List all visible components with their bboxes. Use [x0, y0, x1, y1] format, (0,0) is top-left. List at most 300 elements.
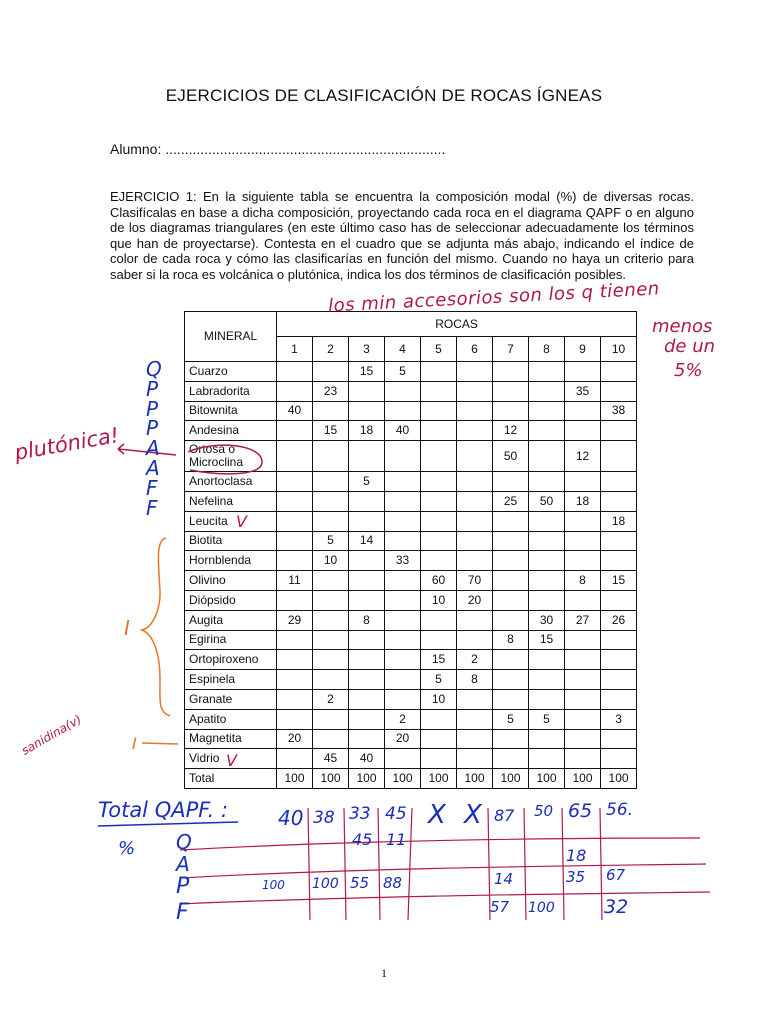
composition-cell — [529, 551, 565, 571]
student-name-line: Alumno: ........................................................................ — [110, 141, 446, 157]
composition-cell — [349, 381, 385, 401]
composition-cell — [277, 491, 313, 511]
composition-cell — [493, 472, 529, 492]
composition-cell — [421, 381, 457, 401]
mineral-name: Ortopiroxeno — [185, 650, 277, 670]
composition-cell — [421, 749, 457, 769]
composition-cell — [529, 441, 565, 472]
menos-note-2: de un — [664, 336, 716, 357]
table-row — [185, 491, 637, 511]
composition-cell — [565, 709, 601, 729]
composition-cell: 50 — [529, 491, 565, 511]
composition-cell: 5 — [529, 709, 565, 729]
f-value: 57 — [490, 898, 510, 916]
total-qapf-value: X — [428, 800, 446, 830]
composition-cell — [457, 729, 493, 749]
composition-cell: 8 — [349, 610, 385, 630]
composition-cell — [493, 362, 529, 382]
a-value: 18 — [566, 846, 587, 865]
composition-cell — [493, 729, 529, 749]
composition-cell — [277, 381, 313, 401]
table-row — [185, 670, 637, 690]
total-qapf-value: 50 — [534, 802, 554, 820]
composition-cell — [565, 670, 601, 690]
composition-cell: 3 — [601, 709, 637, 729]
composition-cell: 100 — [385, 769, 421, 789]
composition-cell — [277, 650, 313, 670]
composition-cell — [421, 362, 457, 382]
composition-cell — [421, 610, 457, 630]
composition-cell — [529, 590, 565, 610]
q-value: 11 — [386, 830, 407, 849]
composition-cell — [565, 729, 601, 749]
q-row-label: Q — [176, 830, 192, 854]
composition-cell: 8 — [493, 630, 529, 650]
exercise-text: EJERCICIO 1: En la siguiente tabla se encuentra la composición modal (%) de diversas rocas. Clasifícalas en base a dicha composición, proyectando cada roca en el diagrama QAPF o en alguno de los diagramas triangulares (en este último caso has de seleccionar adecuadamente los términos que han de proyectarse). Contesta en el cuadro que se adjunta más abajo, indicando el índice de color de cada roca y cómo las clasificarías en función del mismo. Cuando no haya un criterio para saber si la roca es volcánica o plutónica, indica los dos términos de clasificación posibles. — [110, 189, 694, 282]
composition-cell — [493, 551, 529, 571]
composition-cell — [313, 441, 349, 472]
table-row — [185, 709, 637, 729]
composition-cell — [457, 551, 493, 571]
rock-column-header: 9 — [565, 337, 601, 362]
rock-column-header: 3 — [349, 337, 385, 362]
rock-column-header: 5 — [421, 337, 457, 362]
check-leucita: V — [236, 512, 247, 531]
margin-qapf-letters: Q P P P A A F F — [146, 357, 162, 520]
composition-cell — [313, 670, 349, 690]
mineral-name: Total — [185, 769, 277, 789]
composition-cell: 38 — [601, 401, 637, 421]
rock-column-header: 10 — [601, 337, 637, 362]
composition-cell: 2 — [313, 689, 349, 709]
composition-cell — [457, 491, 493, 511]
table-row — [185, 630, 637, 650]
total-qapf-value: 87 — [494, 806, 515, 825]
composition-cell: 2 — [457, 650, 493, 670]
composition-cell — [277, 590, 313, 610]
table-row — [185, 441, 637, 472]
composition-cell — [457, 709, 493, 729]
composition-cell: 15 — [421, 650, 457, 670]
composition-cell: 100 — [565, 769, 601, 789]
composition-cell — [529, 421, 565, 441]
composition-cell — [493, 531, 529, 551]
mineral-name: Ortosa o Microclina — [185, 441, 277, 472]
composition-cell — [529, 689, 565, 709]
rock-column-header: 2 — [313, 337, 349, 362]
sanidina-note: sanidina(v) — [18, 712, 84, 758]
composition-cell — [349, 401, 385, 421]
composition-cell: 8 — [457, 670, 493, 690]
composition-cell — [457, 531, 493, 551]
composition-cell — [493, 749, 529, 769]
composition-cell — [601, 441, 637, 472]
composition-cell — [385, 630, 421, 650]
total-qapf-value: 65 — [568, 800, 593, 822]
composition-cell — [529, 531, 565, 551]
composition-cell: 35 — [565, 381, 601, 401]
composition-cell — [349, 551, 385, 571]
composition-cell — [385, 511, 421, 531]
page-number: 1 — [381, 966, 387, 980]
composition-cell — [565, 749, 601, 769]
composition-cell — [385, 401, 421, 421]
composition-cell: 30 — [529, 610, 565, 630]
composition-cell — [385, 610, 421, 630]
table-row — [185, 571, 637, 591]
composition-cell — [385, 590, 421, 610]
composition-cell: 100 — [457, 769, 493, 789]
composition-cell: 40 — [277, 401, 313, 421]
rock-column-header: 6 — [457, 337, 493, 362]
composition-cell — [313, 709, 349, 729]
f-row-label: F — [176, 900, 189, 925]
mineral-name: Andesina — [185, 421, 277, 441]
composition-cell: 25 — [493, 491, 529, 511]
composition-cell — [421, 729, 457, 749]
table-row — [185, 650, 637, 670]
composition-cell — [529, 381, 565, 401]
composition-cell — [421, 472, 457, 492]
page-title: EJERCICIOS DE CLASIFICACIÓN DE ROCAS ÍGNEAS — [165, 86, 603, 105]
table-row — [185, 551, 637, 571]
composition-cell — [421, 401, 457, 421]
total-qapf-value: 56. — [606, 800, 634, 820]
rocks-header: ROCAS — [277, 312, 637, 337]
composition-cell: 18 — [349, 421, 385, 441]
composition-cell: 100 — [493, 769, 529, 789]
composition-cell — [493, 650, 529, 670]
composition-cell: 8 — [565, 571, 601, 591]
rock-column-header: 1 — [277, 337, 313, 362]
composition-cell — [565, 472, 601, 492]
composition-cell — [349, 670, 385, 690]
composition-cell — [457, 401, 493, 421]
composition-cell — [349, 709, 385, 729]
composition-cell — [421, 491, 457, 511]
composition-cell — [529, 472, 565, 492]
mineral-name: Anortoclasa — [185, 472, 277, 492]
composition-cell: 15 — [313, 421, 349, 441]
composition-cell — [349, 571, 385, 591]
composition-cell — [349, 650, 385, 670]
composition-cell — [385, 689, 421, 709]
composition-cell — [385, 381, 421, 401]
composition-cell: 27 — [565, 610, 601, 630]
table-row — [185, 729, 637, 749]
table-row — [185, 511, 637, 531]
composition-cell — [493, 590, 529, 610]
composition-cell — [457, 362, 493, 382]
composition-cell — [493, 670, 529, 690]
composition-cell — [421, 441, 457, 472]
composition-cell — [529, 670, 565, 690]
percent-label: % — [118, 838, 136, 859]
composition-cell — [313, 610, 349, 630]
total-qapf-value: 33 — [349, 804, 371, 824]
total-qapf-value: 40 — [278, 806, 304, 830]
mineral-name: Vidrio — [185, 749, 277, 769]
composition-cell — [313, 630, 349, 650]
rock-column-header: 4 — [385, 337, 421, 362]
composition-cell: 100 — [601, 769, 637, 789]
composition-cell: 18 — [601, 511, 637, 531]
composition-cell — [421, 630, 457, 650]
composition-cell — [421, 531, 457, 551]
total-qapf-value: X — [464, 800, 482, 830]
total-qapf-label: Total QAPF. : — [98, 798, 229, 822]
composition-cell — [457, 421, 493, 441]
composition-cell — [349, 441, 385, 472]
composition-cell — [421, 551, 457, 571]
composition-cell — [601, 670, 637, 690]
composition-cell — [493, 401, 529, 421]
composition-cell — [601, 630, 637, 650]
bracket-ferromagnesian-mark — [142, 538, 170, 716]
composition-cell — [565, 689, 601, 709]
mineral-name: Labradorita — [185, 381, 277, 401]
mineral-name: Bitownita — [185, 401, 277, 421]
menos-note-3: 5% — [674, 360, 703, 381]
composition-cell — [565, 630, 601, 650]
composition-cell: 12 — [493, 421, 529, 441]
p-value: 100 — [312, 876, 339, 892]
composition-cell — [457, 511, 493, 531]
composition-cell — [601, 551, 637, 571]
mineral-name: Magnetita — [185, 729, 277, 749]
composition-cell — [313, 362, 349, 382]
composition-cell — [493, 571, 529, 591]
composition-cell — [601, 531, 637, 551]
composition-cell: 10 — [421, 689, 457, 709]
table-row — [185, 531, 637, 551]
mineral-name: Nefelina — [185, 491, 277, 511]
mineral-name: Cuarzo — [185, 362, 277, 382]
composition-cell — [457, 472, 493, 492]
mineral-name: Diópsido — [185, 590, 277, 610]
composition-cell — [565, 401, 601, 421]
mineral-name: Granate — [185, 689, 277, 709]
composition-cell — [457, 381, 493, 401]
index-color-mark-2: I — [132, 734, 137, 753]
composition-cell: 5 — [421, 670, 457, 690]
composition-cell — [277, 749, 313, 769]
composition-cell: 60 — [421, 571, 457, 591]
composition-cell — [601, 472, 637, 492]
composition-cell — [565, 421, 601, 441]
mineral-name: Espinela — [185, 670, 277, 690]
composition-cell — [457, 610, 493, 630]
composition-cell: 15 — [601, 571, 637, 591]
composition-cell: 100 — [277, 769, 313, 789]
table-row — [185, 472, 637, 492]
composition-cell — [529, 749, 565, 769]
composition-cell: 11 — [277, 571, 313, 591]
composition-cell — [313, 401, 349, 421]
composition-cell — [313, 729, 349, 749]
composition-cell — [277, 630, 313, 650]
composition-cell — [493, 610, 529, 630]
accesorios-note: los min accesorios son los q tienen — [327, 278, 661, 317]
table-row — [185, 769, 637, 789]
composition-cell — [385, 531, 421, 551]
composition-cell — [385, 472, 421, 492]
composition-cell — [601, 362, 637, 382]
mineral-name: Biotita — [185, 531, 277, 551]
composition-cell: 20 — [457, 590, 493, 610]
composition-cell: 29 — [277, 610, 313, 630]
composition-cell — [601, 689, 637, 709]
composition-cell — [601, 729, 637, 749]
composition-cell — [601, 749, 637, 769]
composition-cell — [349, 511, 385, 531]
a-row-label: A — [176, 852, 190, 876]
composition-cell: 18 — [565, 491, 601, 511]
composition-cell — [529, 401, 565, 421]
composition-cell — [565, 362, 601, 382]
f-value: 100 — [528, 900, 555, 916]
composition-cell — [313, 590, 349, 610]
composition-cell — [529, 729, 565, 749]
composition-cell — [457, 630, 493, 650]
composition-cell — [565, 551, 601, 571]
composition-cell: 5 — [313, 531, 349, 551]
composition-cell — [277, 689, 313, 709]
composition-cell — [349, 491, 385, 511]
composition-cell: 20 — [385, 729, 421, 749]
composition-cell — [529, 362, 565, 382]
mineral-name: Olivino — [185, 571, 277, 591]
composition-cell — [349, 689, 385, 709]
composition-cell — [385, 670, 421, 690]
composition-cell — [349, 630, 385, 650]
mineral-name: Augita — [185, 610, 277, 630]
composition-cell — [313, 472, 349, 492]
mineral-name: Apatito — [185, 709, 277, 729]
composition-cell: 33 — [385, 551, 421, 571]
composition-cell — [277, 511, 313, 531]
table-row — [185, 421, 637, 441]
composition-cell: 100 — [421, 769, 457, 789]
total-qapf-value: 45 — [385, 804, 407, 824]
composition-cell — [421, 421, 457, 441]
rock-column-header: 8 — [529, 337, 565, 362]
composition-cell — [601, 590, 637, 610]
index-color-mark-1: I — [124, 616, 130, 640]
p-value: 14 — [494, 870, 514, 888]
arrow-magnetita-mark — [142, 743, 178, 744]
composition-cell: 15 — [349, 362, 385, 382]
table-row — [185, 362, 637, 382]
composition-cell: 23 — [313, 381, 349, 401]
table-row — [185, 610, 637, 630]
composition-cell — [385, 650, 421, 670]
composition-cell: 50 — [493, 441, 529, 472]
composition-cell — [277, 670, 313, 690]
composition-cell: 100 — [313, 769, 349, 789]
composition-cell: 5 — [349, 472, 385, 492]
composition-cell: 5 — [493, 709, 529, 729]
table-row — [185, 590, 637, 610]
p-value: 55 — [350, 874, 370, 892]
composition-cell — [601, 491, 637, 511]
composition-cell: 15 — [529, 630, 565, 650]
table-row — [185, 381, 637, 401]
composition-cell — [565, 511, 601, 531]
composition-cell: 100 — [349, 769, 385, 789]
f-value: 32 — [604, 896, 629, 918]
composition-cell — [385, 571, 421, 591]
composition-cell — [601, 381, 637, 401]
composition-cell — [277, 709, 313, 729]
table-row — [185, 689, 637, 709]
rock-composition-table — [184, 311, 637, 789]
composition-cell — [565, 590, 601, 610]
composition-cell: 20 — [277, 729, 313, 749]
composition-cell — [529, 650, 565, 670]
mineral-name: Egirina — [185, 630, 277, 650]
check-vidrio: V — [226, 751, 237, 770]
composition-cell: 14 — [349, 531, 385, 551]
composition-cell — [457, 441, 493, 472]
plutonica-note: plutónica! — [12, 423, 121, 465]
composition-cell: 2 — [385, 709, 421, 729]
mineral-header: MINERAL — [185, 312, 277, 362]
p-value: 88 — [383, 874, 403, 892]
q-value: 45 — [352, 830, 373, 849]
composition-cell: 10 — [313, 551, 349, 571]
composition-cell — [385, 441, 421, 472]
composition-cell: 5 — [385, 362, 421, 382]
composition-cell — [457, 689, 493, 709]
composition-cell: 45 — [313, 749, 349, 769]
composition-cell — [493, 689, 529, 709]
composition-cell — [277, 551, 313, 571]
composition-cell — [421, 511, 457, 531]
composition-cell: 10 — [421, 590, 457, 610]
p-row-label: P — [176, 874, 190, 899]
composition-cell — [601, 421, 637, 441]
composition-cell: 12 — [565, 441, 601, 472]
table-row — [185, 749, 637, 769]
menos-note-1: menos — [652, 316, 713, 337]
composition-cell — [313, 491, 349, 511]
composition-cell — [277, 472, 313, 492]
mineral-name: Leucita — [185, 511, 277, 531]
composition-cell — [277, 421, 313, 441]
composition-cell — [421, 709, 457, 729]
composition-cell — [313, 511, 349, 531]
rock-column-header: 7 — [493, 337, 529, 362]
composition-cell — [601, 650, 637, 670]
composition-cell — [493, 381, 529, 401]
composition-cell — [277, 441, 313, 472]
composition-cell — [493, 511, 529, 531]
composition-cell: 100 — [529, 769, 565, 789]
composition-cell — [349, 590, 385, 610]
composition-cell — [313, 650, 349, 670]
table-row — [185, 401, 637, 421]
composition-cell — [385, 749, 421, 769]
composition-cell — [385, 491, 421, 511]
composition-cell — [277, 362, 313, 382]
composition-cell: 26 — [601, 610, 637, 630]
composition-cell — [565, 650, 601, 670]
p-value: 35 — [566, 868, 586, 886]
composition-cell — [529, 511, 565, 531]
composition-cell: 40 — [385, 421, 421, 441]
p-value: 67 — [606, 866, 626, 884]
